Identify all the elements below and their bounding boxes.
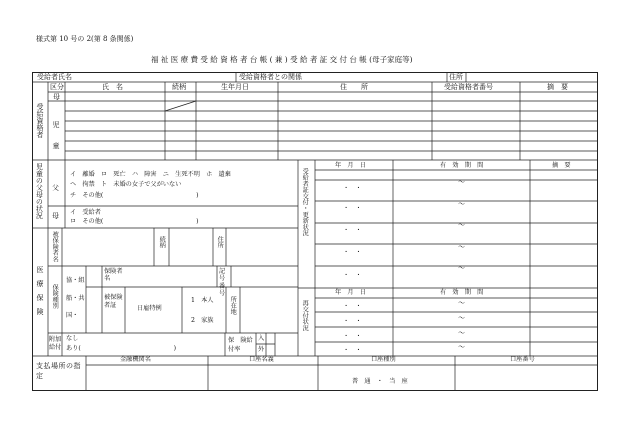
reissue-date-1: ・ ・: [343, 303, 362, 310]
reissue-date-3: ・ ・: [343, 333, 362, 340]
issue-date-1: ・ ・: [343, 185, 362, 192]
person-option: 1 本人: [191, 297, 214, 304]
koku-label: 国・: [66, 312, 79, 319]
insured-relation-label: 続柄: [158, 236, 166, 249]
add-benefit-label: 附加給付: [49, 336, 62, 351]
recipient-name-label: 受給者氏名: [37, 73, 72, 81]
issue-section-label: 受給者証交付・更新状況: [301, 168, 309, 237]
benefit-yes: あり( ): [66, 345, 177, 352]
insured-address-label: 住所: [216, 236, 224, 249]
reissue-col-period: 有 効 期 間: [440, 289, 484, 296]
reissue-col-date: 年 月 日: [335, 289, 366, 296]
issue-col-note: 摘 要: [552, 162, 571, 169]
mother-option-2: ロ その他( ): [70, 218, 199, 225]
col-name: 氏 名: [102, 83, 123, 91]
issue-col-period: 有 効 期 間: [440, 162, 484, 169]
eligible-section-label: 受給資格者: [36, 103, 44, 138]
reissue-date-2: ・ ・: [343, 318, 362, 325]
insured-name-label: 被保険者名: [51, 231, 59, 262]
family-option: 2 家族: [191, 317, 214, 324]
reissue-section-label: 再交付状況: [301, 300, 309, 331]
mother-row-label: 母: [53, 93, 60, 101]
issue-tilde-4: ～: [458, 243, 465, 251]
reissue-tilde-1: ～: [458, 299, 465, 307]
mother-option-1: イ 受給者: [70, 209, 101, 216]
payment-rate-label: 保 険給付率: [228, 337, 253, 354]
kyosai-label: 協・組: [66, 277, 85, 284]
issue-tilde-3: ～: [458, 221, 465, 229]
issue-col-date: 年 月 日: [335, 162, 366, 169]
father-option-3: チ その他( ): [70, 192, 199, 199]
father-option-2: ヘ 拘禁 ト 未婚の女子で父がいない: [70, 181, 182, 188]
issue-tilde-2: ～: [458, 200, 465, 208]
location-label: 所在地: [229, 296, 237, 315]
retired-label: 日雇特例: [137, 305, 162, 312]
symbol-number-label: 記号番号: [219, 268, 226, 298]
form-number: 様式第 10 号の 2(第 8 条関係): [36, 35, 134, 43]
account-name-label: 口座名義: [249, 356, 274, 363]
mother-label: 母: [52, 212, 59, 220]
relationship-label: 受給資格者との関係: [239, 73, 302, 81]
hospital-in-label: 入: [258, 335, 265, 342]
senkyo-label: 船・共: [66, 295, 85, 302]
reissue-tilde-2: ～: [458, 314, 465, 322]
address-label: 住所: [449, 73, 463, 81]
reissue-tilde-4: ～: [458, 343, 465, 351]
issue-tilde-5: ～: [458, 264, 465, 272]
reissue-date-4: ・ ・: [343, 347, 362, 354]
col-number: 受給資格者番号: [444, 83, 493, 91]
benefit-none: なし: [66, 335, 79, 342]
bank-label: 金融機関名: [120, 356, 151, 363]
col-note: 摘 要: [547, 83, 568, 91]
reissue-tilde-3: ～: [458, 329, 465, 337]
insurer-name-label: 保険者名: [104, 268, 123, 283]
insurance-type-label: 保険種別: [51, 284, 59, 309]
form-title: 福 祉 医 療 費 受 給 資 格 者 台 帳 ( 兼 ) 受 給 者 証 交 付 台 帳 (母子家庭等): [151, 55, 413, 64]
issue-date-2: ・ ・: [343, 205, 362, 212]
issue-date-4: ・ ・: [343, 249, 362, 256]
col-relation: 続柄: [172, 83, 186, 91]
insured-cert-label: 被保険者証: [104, 294, 123, 310]
col-birth: 生年月日: [221, 83, 249, 91]
col-address: 住 所: [340, 83, 368, 91]
father-option-1: イ 離婚 ロ 死亡 ハ 障害 ニ 生死不明 ホ 遺棄: [70, 171, 231, 178]
payment-section-label: 支払場所の指定: [36, 362, 81, 381]
col-kubun: 区分: [50, 83, 64, 91]
hospital-out-label: 外: [258, 346, 265, 353]
father-label: 父: [52, 184, 59, 192]
account-number-label: 口座番号: [510, 356, 535, 363]
status-section-label: 児童の父母の状況: [35, 163, 44, 219]
child-row-label: 児 童: [52, 121, 60, 149]
issue-tilde-1: ～: [458, 178, 465, 186]
issue-date-5: ・ ・: [343, 272, 362, 279]
account-type-label: 口座種別: [371, 356, 396, 363]
account-type-value: 普 通 ・ 当 座: [352, 378, 408, 385]
issue-date-3: ・ ・: [343, 227, 362, 234]
insurance-section-label: 医 療 保 険: [36, 266, 44, 315]
